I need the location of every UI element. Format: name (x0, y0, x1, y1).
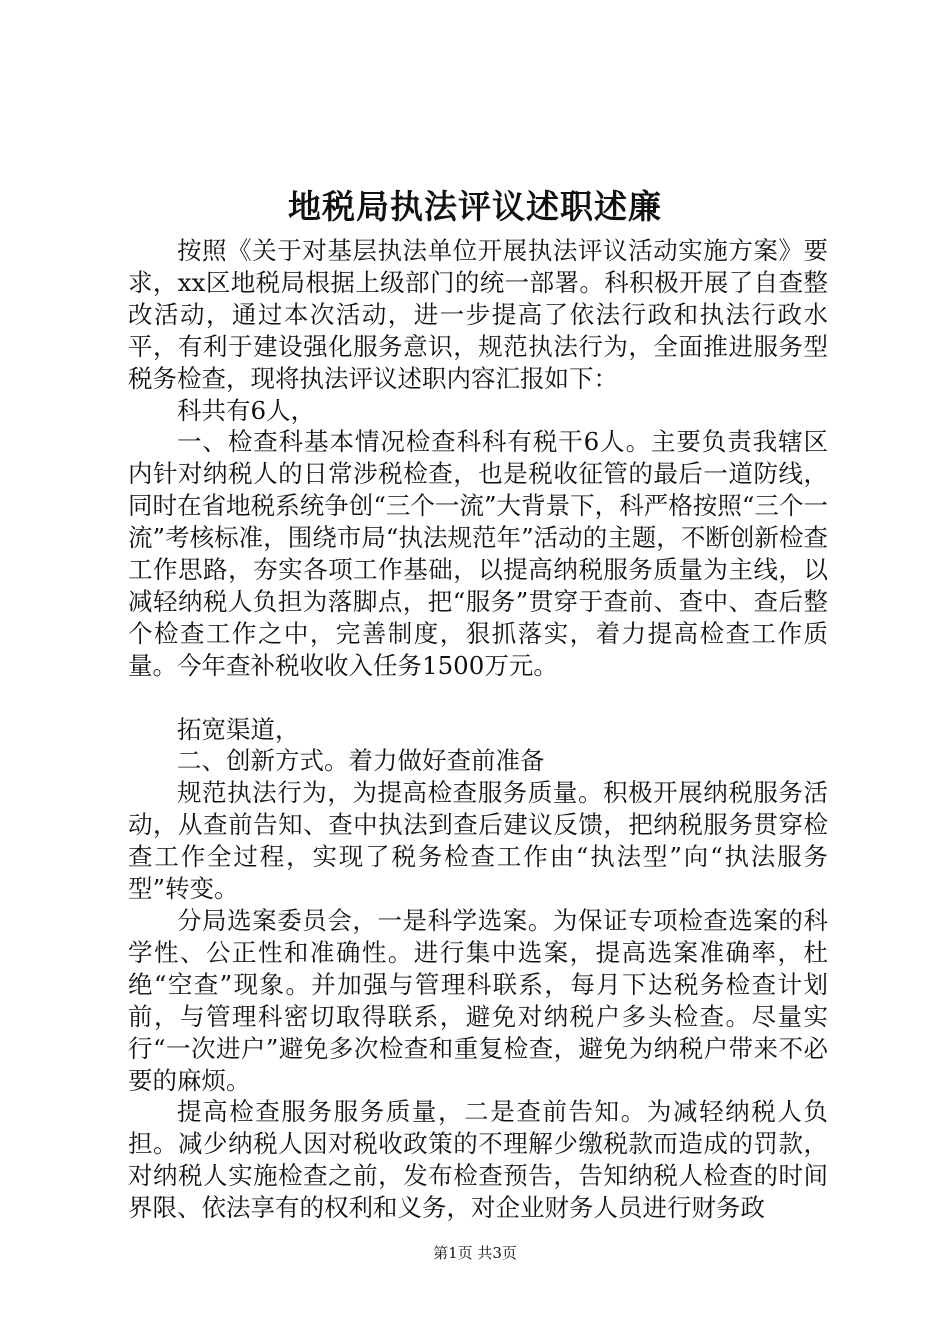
page-footer: 第1页 共3页 (433, 1244, 517, 1262)
paragraph-staff-count: 科共有6人， (177, 395, 316, 425)
paragraph-case-selection: 分局选案委员会，一是科学选案。为保证专项检查选案的科学性、公正性和准确性。进行集中选案，提高选案准确率，杜绝“空查”现象。并加强与管理科联系，每月下达税务检查计划前，与管理科密切取得联系，避免对纳税户多头检查。尽量实行“一次进户”避免多次检查和重复检查，避免为纳税户带来不必要的麻烦。 (128, 906, 828, 1095)
paragraph-section-two-heading: 二、创新方式。着力做好查前准备 (177, 746, 545, 776)
paragraph-standardize-enforcement: 规范执法行为，为提高检查服务质量。积极开展纳税服务活动，从查前告知、查中执法到查后建议反馈，把纳税服务贯穿检查工作全过程，实现了税务检查工作由“执法型”向“执法服务型”转变。 (128, 778, 828, 904)
paragraph-section-one: 一、检查科基本情况检查科科有税干6人。主要负责我辖区内针对纳税人的日常涉税检查，也是税收征管的最后一道防线，同时在省地税系统争创“三个一流”大背景下，科严格按照“三个一流”考核标准，围绕市局“执法规范年”活动的主题，不断创新检查工作思路，夯实各项工作基础，以提高纳税服务质量为主线，以减轻纳税人负担为落脚点，把“服务”贯穿于查前、查中、查后整个检查工作之中，完善制度，狠抓落实，着力提高检查工作质量。今年查补税收收入任务1500万元。 (128, 427, 828, 680)
paragraph-broaden-channels: 拓宽渠道， (177, 714, 300, 744)
document-title: 地税局执法评议述职述廉 (288, 187, 662, 226)
document-body (128, 235, 828, 1224)
paragraph-intro: 按照《关于对基层执法单位开展执法评议活动实施方案》要求，xx区地税局根据上级部门的统一部署。科积极开展了自查整改活动，通过本次活动，进一步提高了依法行政和执法行政水平，有利于建设强化服务意识，规范执法行为，全面推进服务型税务检查，现将执法评议述职内容汇报如下： (128, 236, 828, 393)
paragraph-pre-inspection-notice: 提高检查服务服务质量，二是查前告知。为减轻纳税人负担。减少纳税人因对税收政策的不理解少缴税款而造成的罚款，对纳税人实施检查之前，发布检查预告，告知纳税人检查的时间界限、依法享有的权利和义务，对企业财务人员进行财务政 (128, 1097, 828, 1223)
